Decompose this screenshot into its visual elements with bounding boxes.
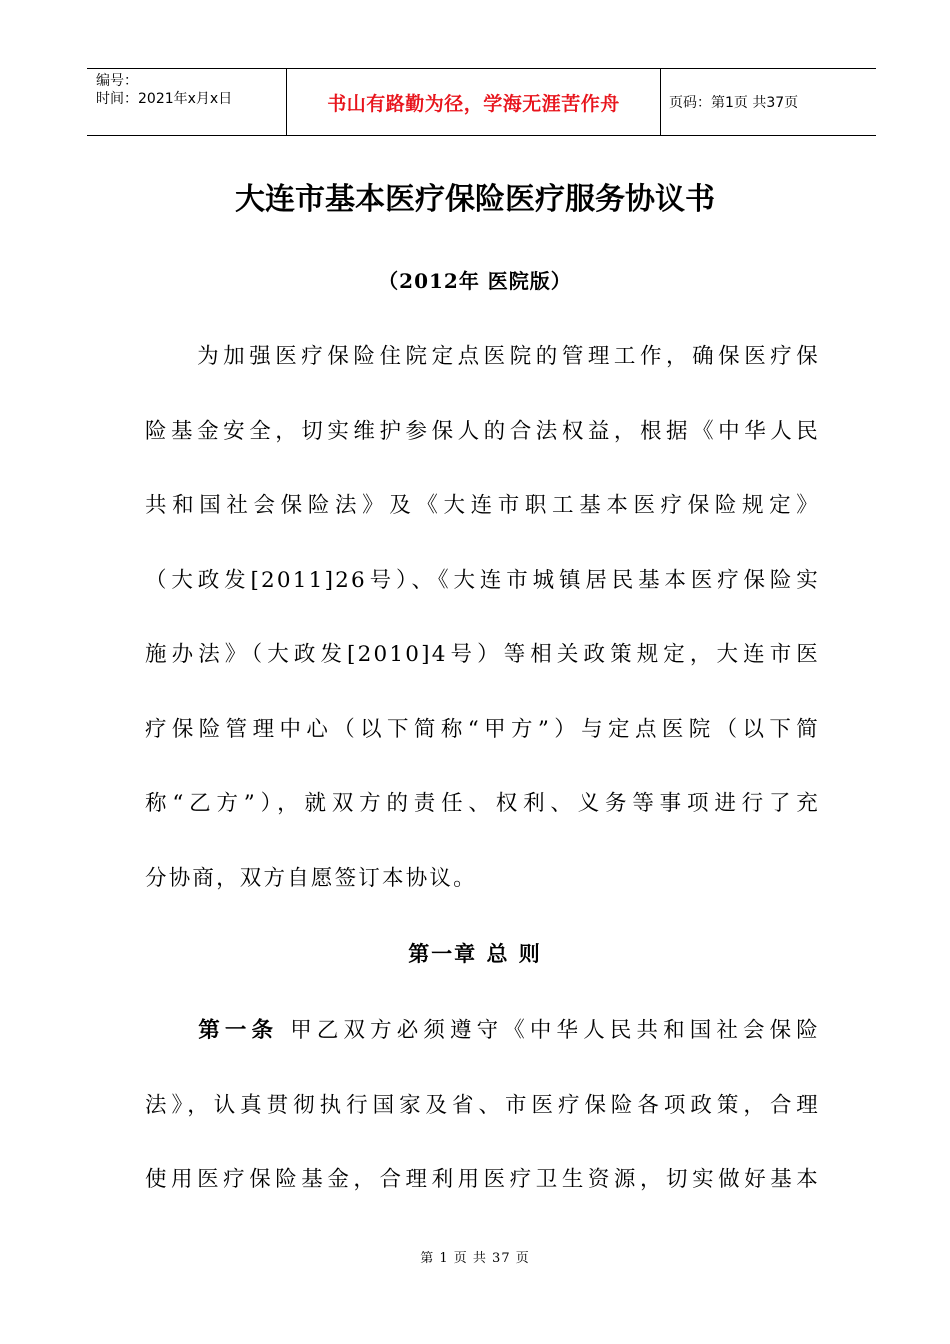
header-meta: [87, 69, 287, 135]
header-motto-cell: [287, 69, 661, 135]
text-line: 共和国社会保险法》及《大连市职工基本医疗保险规定》: [145, 493, 820, 518]
header-motto: 书山有路勤为径，学海无涯苦作舟: [327, 92, 620, 115]
text-line: 险基金安全，切实维护参保人的合法权益，根据《中华人民: [145, 418, 820, 444]
text-line: 为加强医疗保险住院定点医院的管理工作，确保医疗保: [145, 344, 820, 369]
preamble-paragraph: [145, 320, 820, 916]
text-line: 疗保险管理中心（以下简称“甲方”）与定点医院（以下简: [145, 716, 820, 742]
document-title: 大连市基本医疗保险医疗服务协议书: [235, 182, 715, 217]
chapter-title: 第一章 总 则: [408, 942, 542, 966]
time-label: 时间：2021年x月x日: [96, 91, 233, 107]
document-header: [87, 68, 876, 136]
header-page-info: 页码：第1页 共37页: [669, 95, 799, 111]
number-label: 编号：: [96, 73, 138, 89]
text-line: 使用医疗保险基金，合理利用医疗卫生资源，切实做好基本: [145, 1167, 820, 1192]
text-line: （大政发[2011]26号）、《大连市城镇居民基本医疗保险实: [145, 567, 820, 593]
article-1: [145, 994, 820, 1218]
article-1-first-line: [145, 994, 820, 1069]
text-line: 称“乙方”），就双方的责任、权利、义务等事项进行了充: [145, 791, 820, 816]
article-label: 第一条: [198, 1018, 279, 1043]
page-footer: 第 1 页 共 37 页: [420, 1251, 530, 1266]
text-line: 法》，认真贯彻执行国家及省、市医疗保险各项政策，合理: [145, 1092, 820, 1118]
document-subtitle: （2012年 医院版）: [378, 269, 572, 293]
text-line: 施办法》（大政发[2010]4号）等相关政策规定，大连市医: [145, 642, 820, 667]
text-line: 分协商，双方自愿签订本协议。: [145, 865, 477, 891]
article-1-text: 甲乙双方必须遵守《中华人民共和国社会保险: [290, 1018, 820, 1043]
